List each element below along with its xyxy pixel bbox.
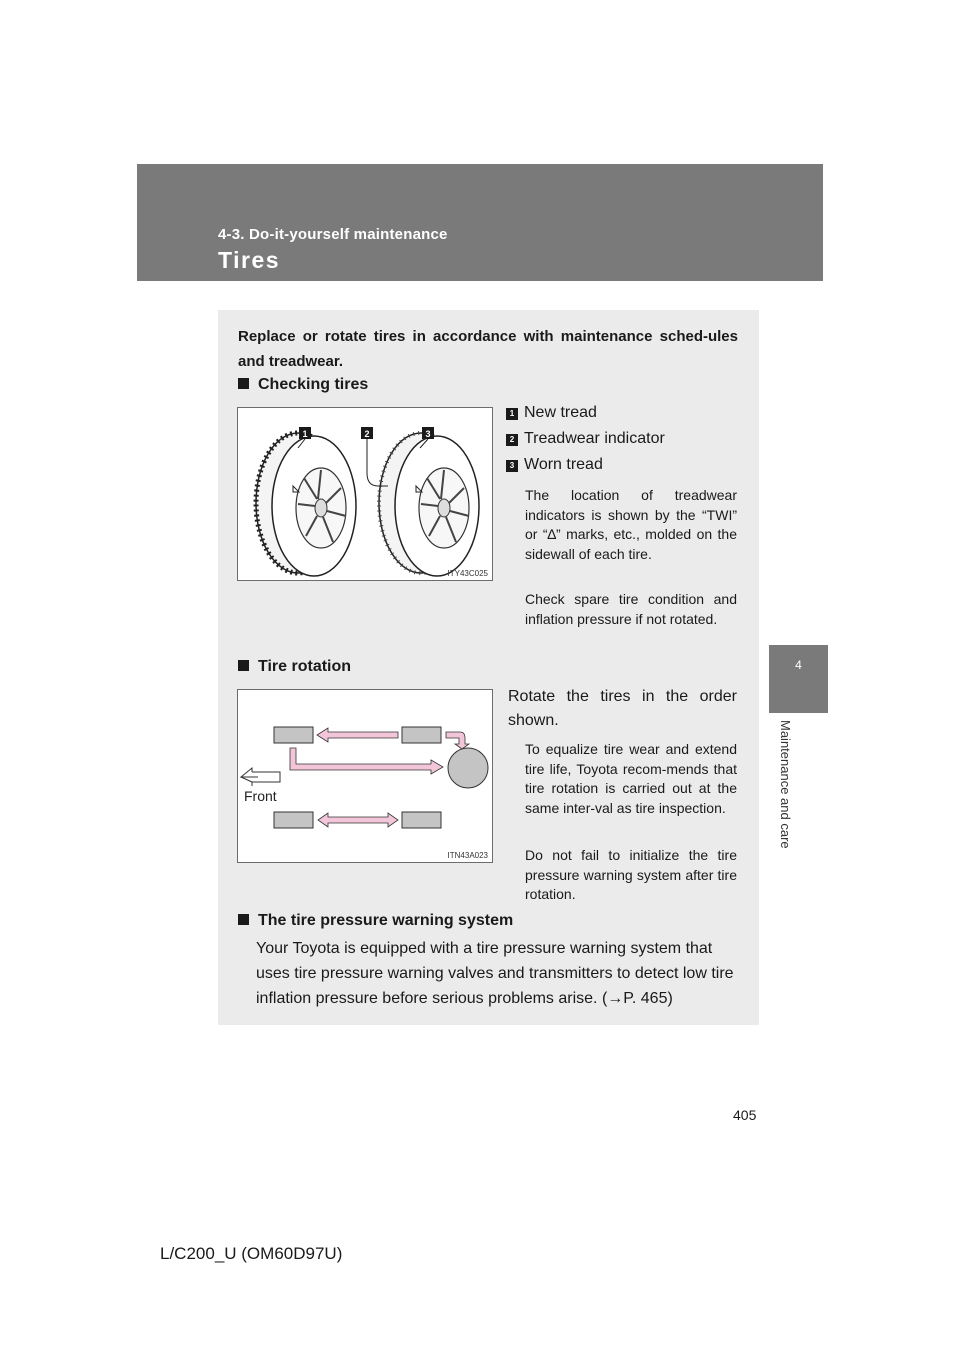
tire-front-left bbox=[274, 727, 313, 743]
chapter-number: 4 bbox=[795, 658, 802, 672]
spare-tire-note: Check spare tire condition and inflation pressure if not rotated. bbox=[525, 591, 737, 627]
chapter-tab[interactable] bbox=[769, 645, 828, 713]
svg-text:1: 1 bbox=[302, 429, 308, 439]
svg-text:2: 2 bbox=[364, 429, 370, 439]
legend-item: 3 Worn tread bbox=[506, 456, 603, 474]
intro-text: Replace or rotate tires in accordance with maintenance sched-ules and treadwear. bbox=[238, 328, 738, 370]
new-tread-tire bbox=[256, 433, 356, 576]
section-header bbox=[137, 164, 823, 281]
checking-tires-heading: Checking tires bbox=[238, 376, 368, 394]
callout-badge-2: 2 bbox=[506, 434, 518, 446]
page-number: 405 bbox=[733, 1107, 757, 1123]
front-label: Front bbox=[244, 788, 277, 804]
legend-item: 1 New tread bbox=[506, 404, 597, 422]
arrow-rear-to-spare bbox=[446, 732, 469, 749]
tire-front-right bbox=[274, 812, 313, 828]
tread-illustration bbox=[238, 408, 492, 580]
rotation-interval-note: To equalize tire wear and extend tire life, Toyota recom-mends that tire rotation is carried out at the same inter-val as tire inspection. bbox=[525, 741, 737, 816]
arrow-swap-right bbox=[318, 813, 398, 827]
rotation-diagram bbox=[238, 690, 492, 862]
front-arrow-icon bbox=[241, 768, 280, 786]
legend-item: 2 Treadwear indicator bbox=[506, 430, 665, 448]
tpws-paragraph: Your Toyota is equipped with a tire pressure warning system that uses tire pressure warning valves and transmitters to detect low tire inflation pressure before serious problems arise. (→P. 465) bbox=[256, 940, 734, 1007]
section-label: 4-3. Do-it-yourself maintenance bbox=[218, 226, 448, 243]
spare-tire bbox=[448, 748, 488, 788]
tire-rear-left bbox=[402, 727, 441, 743]
figure-code: ITY43C025 bbox=[447, 569, 488, 578]
svg-text:3: 3 bbox=[425, 429, 431, 439]
callout-badge-1: 1 bbox=[506, 408, 518, 420]
arrow-rear-to-front bbox=[317, 728, 398, 742]
tread-figure bbox=[237, 407, 493, 581]
rotation-figure bbox=[237, 689, 493, 863]
square-bullet-icon bbox=[238, 378, 249, 389]
square-bullet-icon bbox=[238, 914, 249, 925]
tire-rear-right bbox=[402, 812, 441, 828]
figure-code: ITN43A023 bbox=[447, 851, 488, 860]
callout-badge-3: 3 bbox=[506, 460, 518, 472]
rotation-instruction: Rotate the tires in the order shown. bbox=[508, 688, 737, 729]
treadwear-note: The location of treadwear indicators is shown by the “TWI” or “∆” marks, etc., molded on the sidewall of each tire. bbox=[525, 487, 737, 562]
page-title: Tires bbox=[218, 247, 281, 273]
content-panel bbox=[218, 310, 759, 1025]
worn-tread-tire bbox=[379, 433, 479, 576]
footer-code: L/C200_U (OM60D97U) bbox=[160, 1244, 343, 1263]
square-bullet-icon bbox=[238, 660, 249, 671]
tire-rotation-heading: Tire rotation bbox=[238, 658, 351, 676]
chapter-label: Maintenance and care bbox=[778, 720, 793, 849]
arrow-front-to-rear bbox=[290, 748, 443, 774]
tpws-initialize-note: Do not fail to initialize the tire pressure warning system after tire rotation. bbox=[525, 847, 737, 902]
tpws-heading: The tire pressure warning system bbox=[238, 912, 513, 930]
